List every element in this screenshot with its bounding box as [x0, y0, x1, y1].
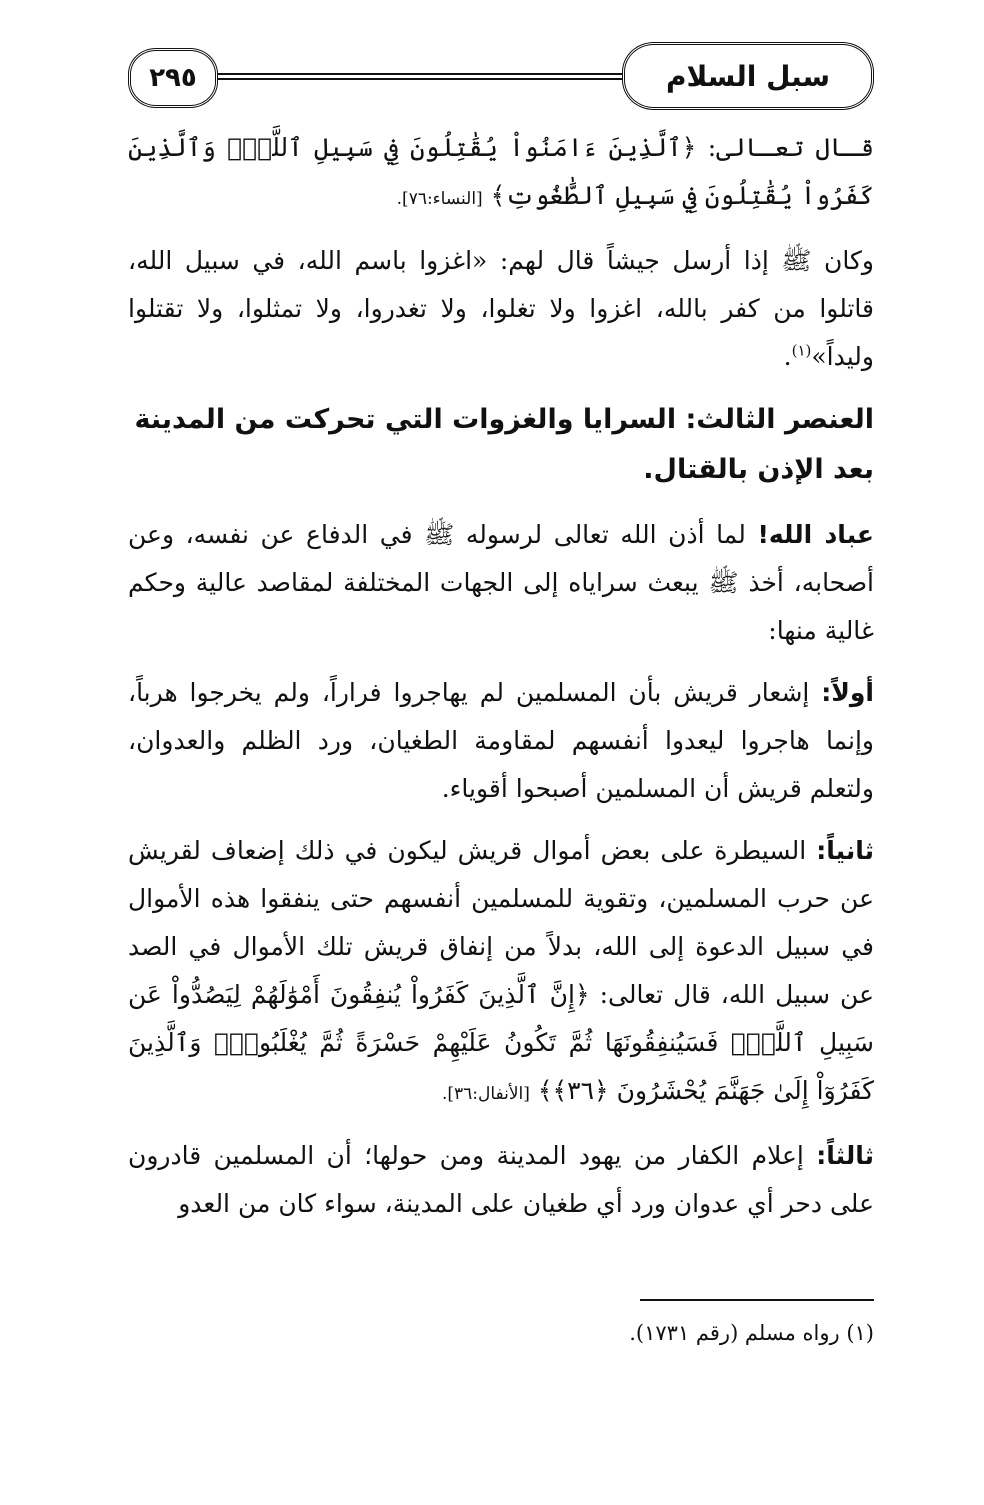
- paragraph-label: ثانياً:: [816, 836, 874, 865]
- verse-reference: [النساء:٧٦].: [396, 189, 483, 209]
- paragraph-text: السيطرة على بعض أموال قريش ليكون في ذلك إضعاف لقريش عن حرب المسلمين، وتقوية للمسلمين أنفسهم حتى ينفقوا هذه الأموال في سبيل الدعوة إلى الله، بدلاً من إنفاق قريش تلك الأموال في الصد عن سبيل الله، قال تعالى:: [128, 836, 874, 1009]
- paragraph-hadith: [128, 237, 874, 381]
- book-title: سبل السلام: [622, 42, 874, 110]
- paragraph-verse-1: [128, 124, 874, 223]
- footnote-divider: [640, 1299, 874, 1301]
- quran-verse: ﴿ٱلَّذِينَ ءَامَنُواْ يُقَٰتِلُونَ فِي سَبِيلِ ٱللَّهِۖ وَٱلَّذِينَ كَفَرُواْ يُقَٰتِلُونَ فِي سَبِيلِ ٱلطَّٰغُوتِ﴾: [128, 133, 874, 210]
- paragraph-intro: [128, 511, 874, 655]
- page-header: [128, 40, 874, 112]
- page-body: [128, 124, 874, 1242]
- section-heading: العنصر الثالث: السرايا والغزوات التي تحركت من المدينة بعد الإذن بالقتال.: [134, 404, 874, 485]
- footnote-marker: (١): [791, 341, 812, 360]
- hadith-text: وكان ﷺ إذا أرسل جيشاً قال لهم: «اغزوا باسم الله، في سبيل الله، قاتلوا من كفر بالله، اغزوا ولا تغلوا، ولا تغدروا، ولا تمثلوا، ولا تقتلوا وليداً»: [128, 246, 874, 371]
- header-rule: [208, 73, 634, 80]
- verse-intro: قـال تعـالى:: [707, 133, 874, 162]
- paragraph-third: [128, 1132, 874, 1228]
- footnote: (١) رواه مسلم (رقم ١٧٣١).: [629, 1321, 874, 1345]
- paragraph-label: ثالثاً:: [816, 1141, 874, 1170]
- sentence-end: .: [783, 342, 792, 371]
- paragraph-first: [128, 669, 874, 813]
- paragraph-text: إعلام الكفار من يهود المدينة ومن حولها؛ أن المسلمين قادرون على دحر أي عدوان ورد أي طغيان على المدينة، سواء كان من العدو: [128, 1141, 874, 1218]
- paragraph-label: أولاً:: [821, 678, 874, 707]
- paragraph-label: عباد الله!: [757, 520, 874, 549]
- paragraph-text: لما أذن الله تعالى لرسوله ﷺ في الدفاع عن نفسه، وعن أصحابه، أخذ ﷺ يبعث سراياه إلى الجهات المختلفة لمقاصد عالية وحكم غالية منها:: [128, 520, 874, 645]
- verse-reference: [الأنفال:٣٦].: [441, 1084, 530, 1104]
- paragraph-text: إشعار قريش بأن المسلمين لم يهاجروا فراراً، ولم يخرجوا هرباً، وإنما هاجروا ليعدوا أنفسهم لمقاومة الطغيان، ورد الظلم والعدوان، ولتعلم قريش أن المسلمين أصبحوا أقوياء.: [128, 678, 874, 803]
- page-number: ٢٩٥: [128, 48, 218, 108]
- paragraph-second: [128, 827, 874, 1118]
- quran-verse: ﴿إِنَّ ٱلَّذِينَ كَفَرُواْ يُنفِقُونَ أَمْوَٰلَهُمْ لِيَصُدُّواْ عَن سَبِيلِ ٱللَّهِۚ فَسَيُنفِقُونَهَا ثُمَّ تَكُونُ عَلَيْهِمْ حَسْرَةً ثُمَّ يُغْلَبُونَۗ وَٱلَّذِينَ كَفَرُوٓاْ إِلَىٰ جَهَنَّمَ يُحْشَرُونَ ﴿٣٦﴾﴾: [128, 980, 874, 1105]
